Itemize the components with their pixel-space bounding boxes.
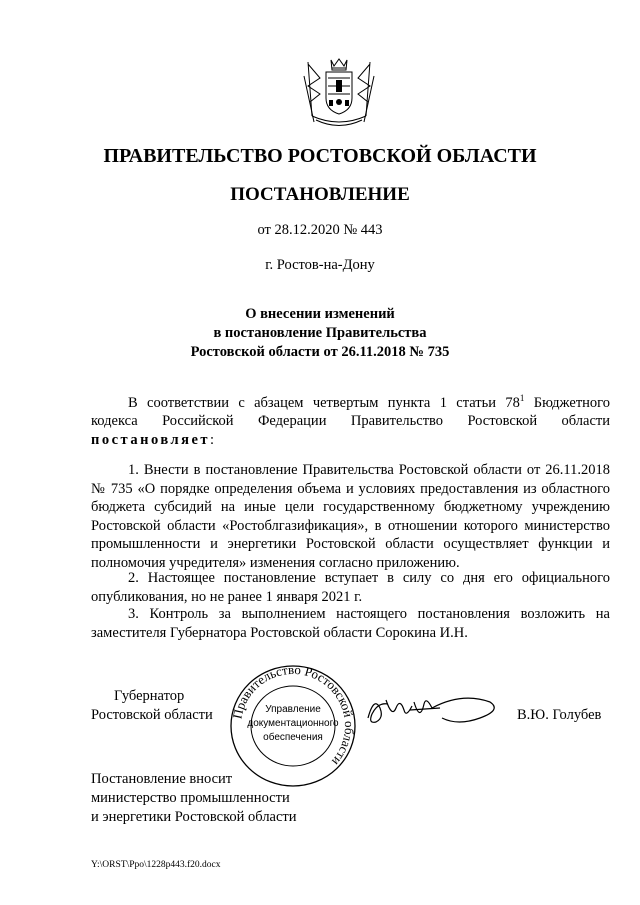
position-line-1: Губернатор [114,688,185,704]
preamble-line-1a: В соответствии с абзацем четвертым пункта 1 статьи 78 [128,394,520,411]
resolves-colon: : [210,431,215,448]
preamble-line-1b: Бюджетного [524,394,610,411]
item-1: 1. Внести в постановление Правительства Ростовской области от 26.11.2018 № 735 «О порядке определения объема и условиях предоставления из областного бюджета субсидий на иные цели государственному бюджетному учреждению Ростовской области «Ростоблгазификация», в отношении которого министерство промышленности и энергетики Ростовской области осуществляет функции и полномочия учредителя» изменения согласно приложению. [91,462,610,571]
coat-of-arms-icon [298,56,380,132]
preamble [91,389,610,449]
subject-line-3: Ростовской области от 26.11.2018 № 735 [190,344,450,360]
submitted-line-1: Постановление вносит [91,771,233,787]
stamp-ring-text: Правительство Ростовской области [229,664,357,769]
handwritten-signature-icon [362,688,500,730]
doc-type: ПОСТАНОВЛЕНИЕ [230,184,410,205]
official-stamp [229,664,357,788]
org-title: ПРАВИТЕЛЬСТВО РОСТОВСКОЙ ОБЛАСТИ [103,145,537,167]
file-path: Y:\ORST\Ppo\1228p443.f20.docx [91,860,221,870]
resolves-word: постановляет [91,431,211,448]
stamp-center-line-2: документационного [247,718,339,729]
submitted-line-2: министерство промышленности [91,790,290,806]
signatory-name: В.Ю. Голубев [517,707,602,723]
position-line-2: Ростовской области [91,707,213,723]
subject-line-2: в постановление Правительства [213,325,427,341]
date-number: от 28.12.2020 № 443 [257,222,383,238]
item-2: 2. Настоящее постановление вступает в силу со дня его официального опубликования, но не ранее 1 января 2021 г. [91,570,610,605]
stamp-center-line-1: Управление [265,704,321,715]
preamble-line-2: кодекса Российской Федерации Правительство Ростовской области [91,413,610,430]
subject-line-1: О внесении изменений [245,306,395,322]
city: г. Ростов-на-Дону [265,257,375,273]
preamble-superscript: 1 [519,393,525,403]
stamp-center-line-3: обеспечения [263,732,323,743]
item-3: 3. Контроль за выполнением настоящего постановления возложить на заместителя Губернатора Ростовской области Сорокина И.Н. [91,606,610,641]
submitted-line-3: и энергетики Ростовской области [91,809,297,825]
